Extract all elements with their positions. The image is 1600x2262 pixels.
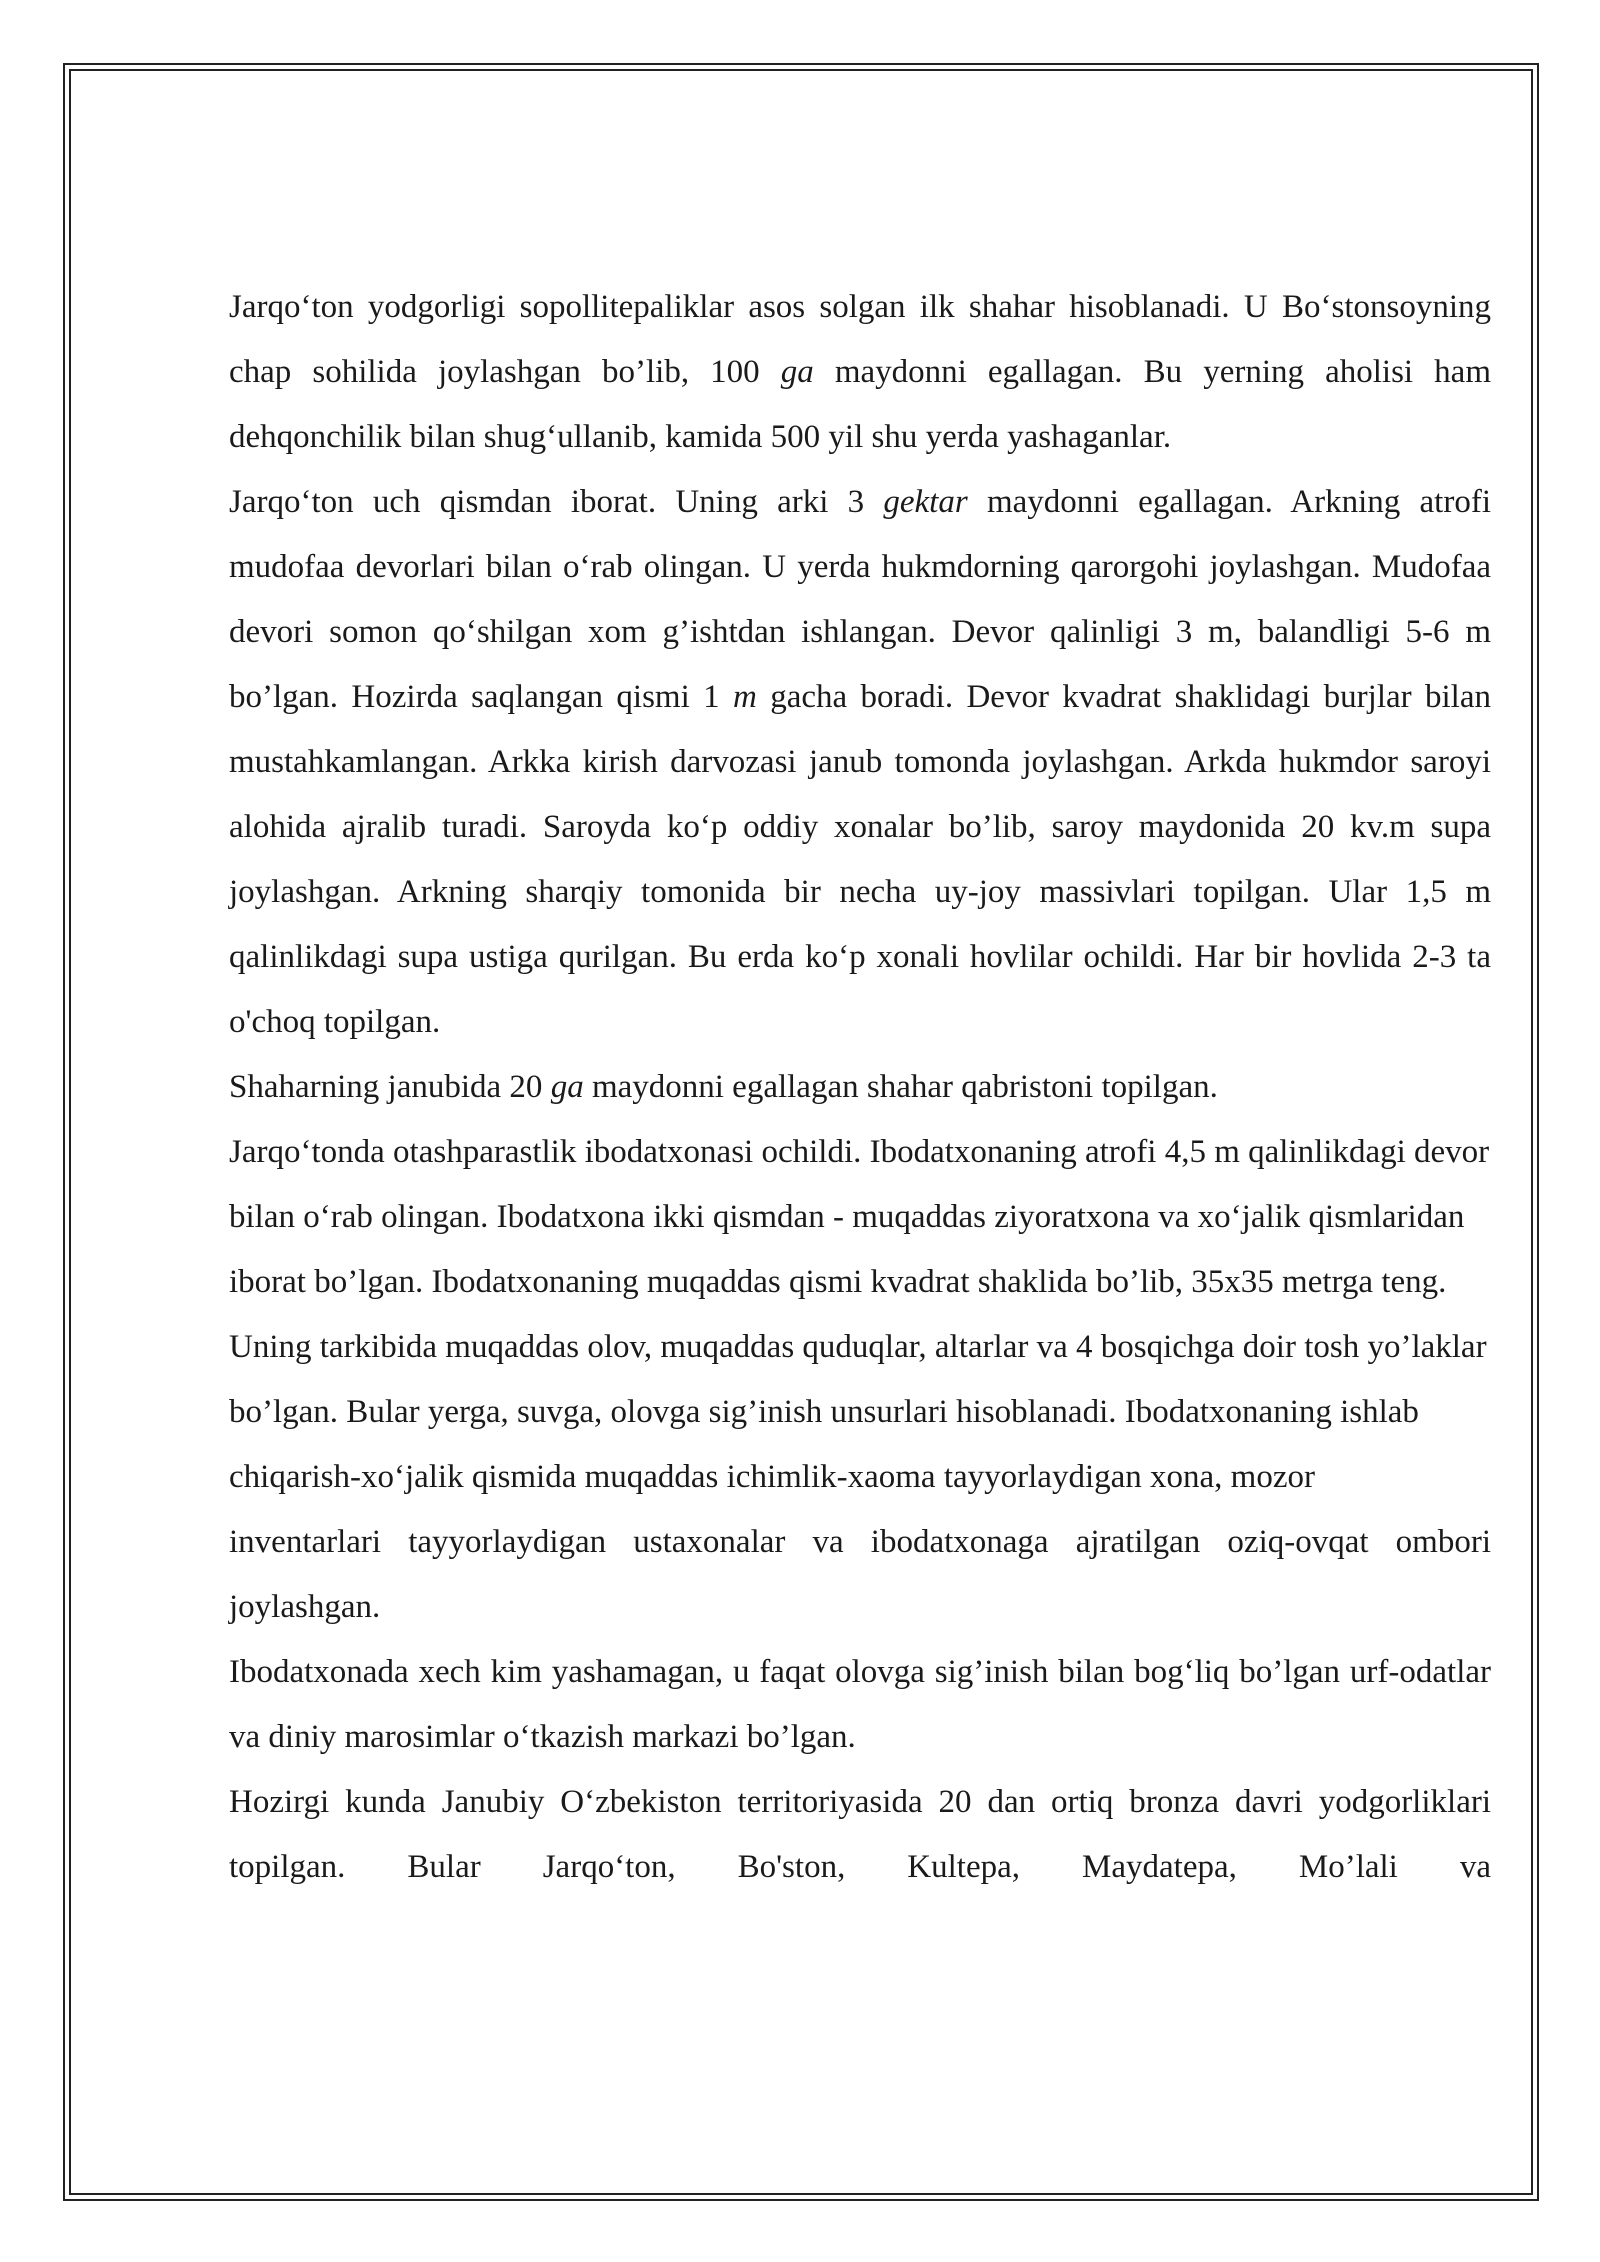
paragraph-2 [229, 470, 1491, 1055]
paragraph-7 [229, 1770, 1491, 1900]
paragraph-2-italic-unit: gektar [883, 484, 968, 520]
paragraph-3-text-a: Shaharning janubida 20 [229, 1069, 551, 1105]
paragraph-2-text-b: maydonni egallagan. Arkning atrofi mudofaa devorlari bilan o‘rab olingan. U yerda hukmdorning qarorgohi joylashgan. Mudofaa devori somon qo‘shilgan xom g’ishtdan ishlangan. Devor qalinligi 3 m, balandligi 5-6 m bo’lgan. Hozirda saqlangan qismi 1 [229, 484, 1491, 715]
paragraph-3 [229, 1055, 1491, 1120]
paragraph-2-italic-unit-2: m [733, 679, 757, 715]
paragraph-1-text-a: Jarqo‘ton yodgorligi sopollitepaliklar asos solgan ilk shahar hisoblanadi. U Bo‘stonsoyning chap sohilida joylashgan bo’lib, 100 [229, 289, 1491, 390]
paragraph-6-text: Ibodatxonada xech kim yashamagan, u faqat olovga sig’inish bilan bog‘liq bo’lgan urf-odatlar va diniy marosimlar o‘tkazish markazi bo’lgan. [229, 1654, 1491, 1755]
document-body [229, 275, 1491, 1900]
paragraph-4 [229, 1120, 1491, 1510]
paragraph-3-italic-unit: ga [550, 1069, 584, 1105]
paragraph-7-text: Hozirgi kunda Janubiy O‘zbekiston territoriyasida 20 dan ortiq bronza davri yodgorliklari topilgan. Bular Jarqo‘ton, Bo'ston, Kultepa, Maydatepa, Mo’lali va [229, 1784, 1491, 1885]
paragraph-2-text-c: gacha boradi. Devor kvadrat shaklidagi burjlar bilan mustahkamlangan. Arkka kirish darvozasi janub tomonda joylashgan. Arkda hukmdor saroyi alohida ajralib turadi. Saroyda ko‘p oddiy xonalar bo’lib, saroy maydonida 20 kv.m supa joylashgan. Arkning sharqiy tomonida bir necha uy-joy massivlari topilgan. Ular 1,5 m qalinlikdagi supa ustiga qurilgan. Bu erda ko‘p xonali hovlilar ochildi. Har bir hovlida 2-3 ta o'choq topilgan. [229, 679, 1491, 1040]
paragraph-1-italic-unit: ga [780, 354, 814, 390]
paragraph-1 [229, 275, 1491, 470]
paragraph-3-text-b: maydonni egallagan shahar qabristoni topilgan. [583, 1069, 1218, 1105]
paragraph-6 [229, 1640, 1491, 1770]
paragraph-5 [229, 1510, 1491, 1640]
paragraph-5-text: inventarlari tayyorlaydigan ustaxonalar va ibodatxonaga ajratilgan oziq-ovqat ombori joylashgan. [229, 1524, 1491, 1625]
paragraph-4-text: Jarqo‘tonda otashparastlik ibodatxonasi ochildi. Ibodatxonaning atrofi 4,5 m qalinlikdagi devor bilan o‘rab olingan. Ibodatxona ikki qismdan - muqaddas ziyoratxona va xo‘jalik qismlaridan iborat bo’lgan. Ibodatxonaning muqaddas qismi kvadrat shaklida bo’lib, 35x35 metrga teng. Uning tarkibida muqaddas olov, muqaddas quduqlar, altarlar va 4 bosqichga doir tosh yo’laklar bo’lgan. Bular yerga, suvga, olovga sig’inish unsurlari hisoblanadi. Ibodatxonaning ishlab chiqarish-xo‘jalik qismida muqaddas ichimlik-xaoma tayyorlaydigan xona, mozor [229, 1134, 1490, 1495]
paragraph-2-text-a: Jarqo‘ton uch qismdan iborat. Uning arki 3 [229, 484, 884, 520]
paragraph-1-text-b: maydonni egallagan. Bu yerning aholisi ham dehqonchilik bilan shug‘ullanib, kamida 500 yil shu yerda yashaganlar. [229, 354, 1491, 455]
